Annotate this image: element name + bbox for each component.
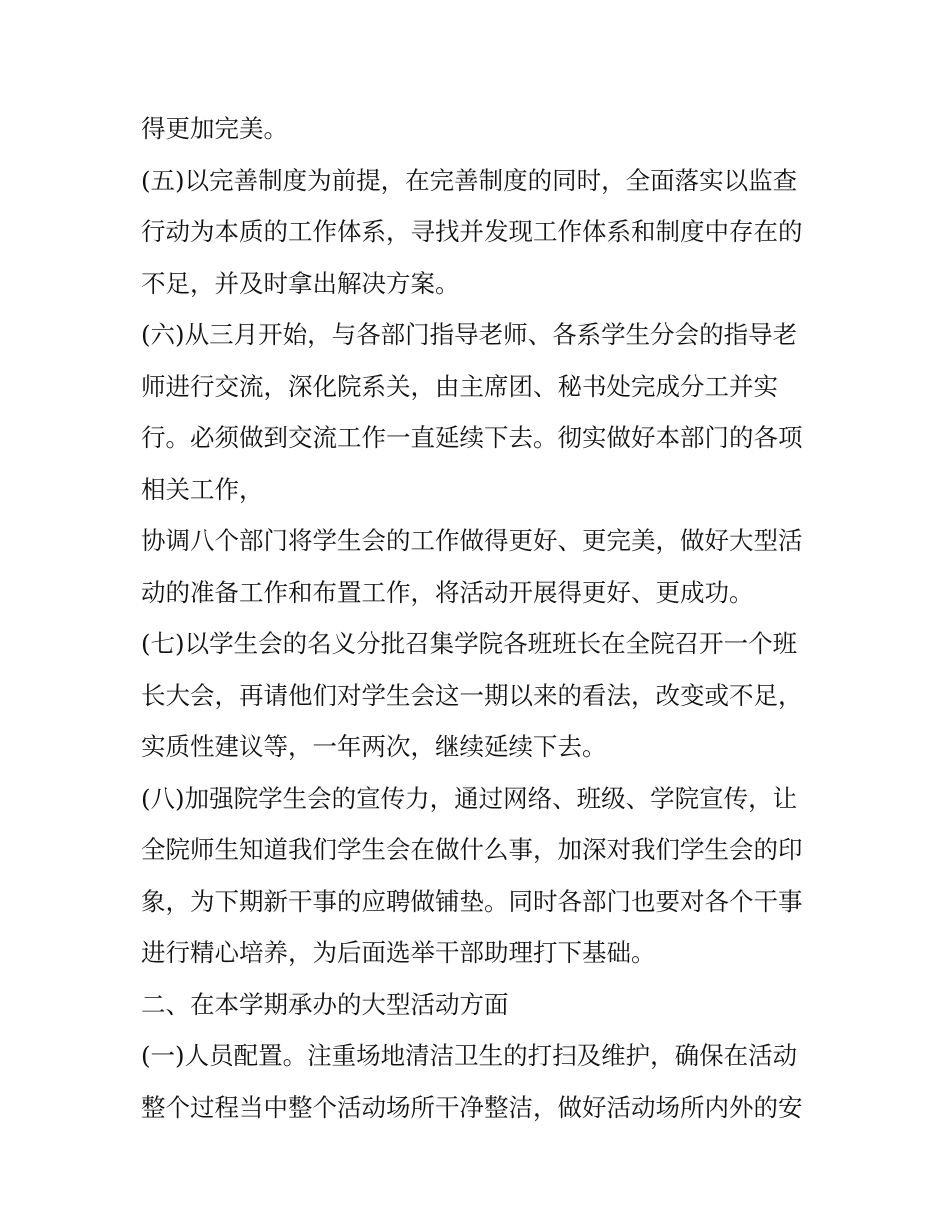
text-line: 实质性建议等，一年两次，继续延续下去。 xyxy=(141,732,607,761)
text-line: 行动为本质的工作体系，寻找并发现工作体系和制度中存在的 xyxy=(141,217,803,246)
text-line: 动的准备工作和布置工作，将活动开展得更好、更成功。 xyxy=(141,577,754,607)
text-line: 不足，并及时拿出解决方案。 xyxy=(141,268,460,298)
text-line: (六)从三月开始，与各部门指导老师、各系学生分会的指导老 xyxy=(141,320,798,349)
text-line: 进行精心培养，为后面选举干部助理打下基础。 xyxy=(141,938,656,967)
text-line: 相关工作， xyxy=(141,474,264,504)
text-line: (八)加强院学生会的宣传力，通过网络、班级、学院宣传，让 xyxy=(141,783,798,813)
text-line: 行。必须做到交流工作一直延续下去。彻实做好本部门的各项 xyxy=(141,423,803,452)
text-line: 协调八个部门将学生会的工作做得更好、更完美，做好大型活 xyxy=(141,526,803,555)
text-line: 师进行交流，深化院系关，由主席团、秘书处完成分工并实 xyxy=(141,371,778,401)
text-line: 得更加完美。 xyxy=(141,114,288,143)
section-heading: 二、在本学期承办的大型活动方面 xyxy=(141,989,509,1019)
text-line: (一)人员配置。注重场地清洁卫生的打扫及维护，确保在活动 xyxy=(141,1041,798,1070)
text-line: (七)以学生会的名义分批召集学院各班班长在全院召开一个班 xyxy=(141,629,798,658)
document-body xyxy=(141,109,821,1139)
text-line: 整个过程当中整个活动场所干净整洁，做好活动场所内外的安 xyxy=(141,1092,803,1122)
text-line: 象，为下期新干事的应聘做铺垫。同时各部门也要对各个干事 xyxy=(141,886,803,916)
text-line: 全院师生知道我们学生会在做什么事，加深对我们学生会的印 xyxy=(141,835,803,864)
text-line: (五)以完善制度为前提，在完善制度的同时，全面落实以监查 xyxy=(141,165,798,195)
text-line: 长大会，再请他们对学生会这一期以来的看法，改变或不足， xyxy=(141,680,803,710)
